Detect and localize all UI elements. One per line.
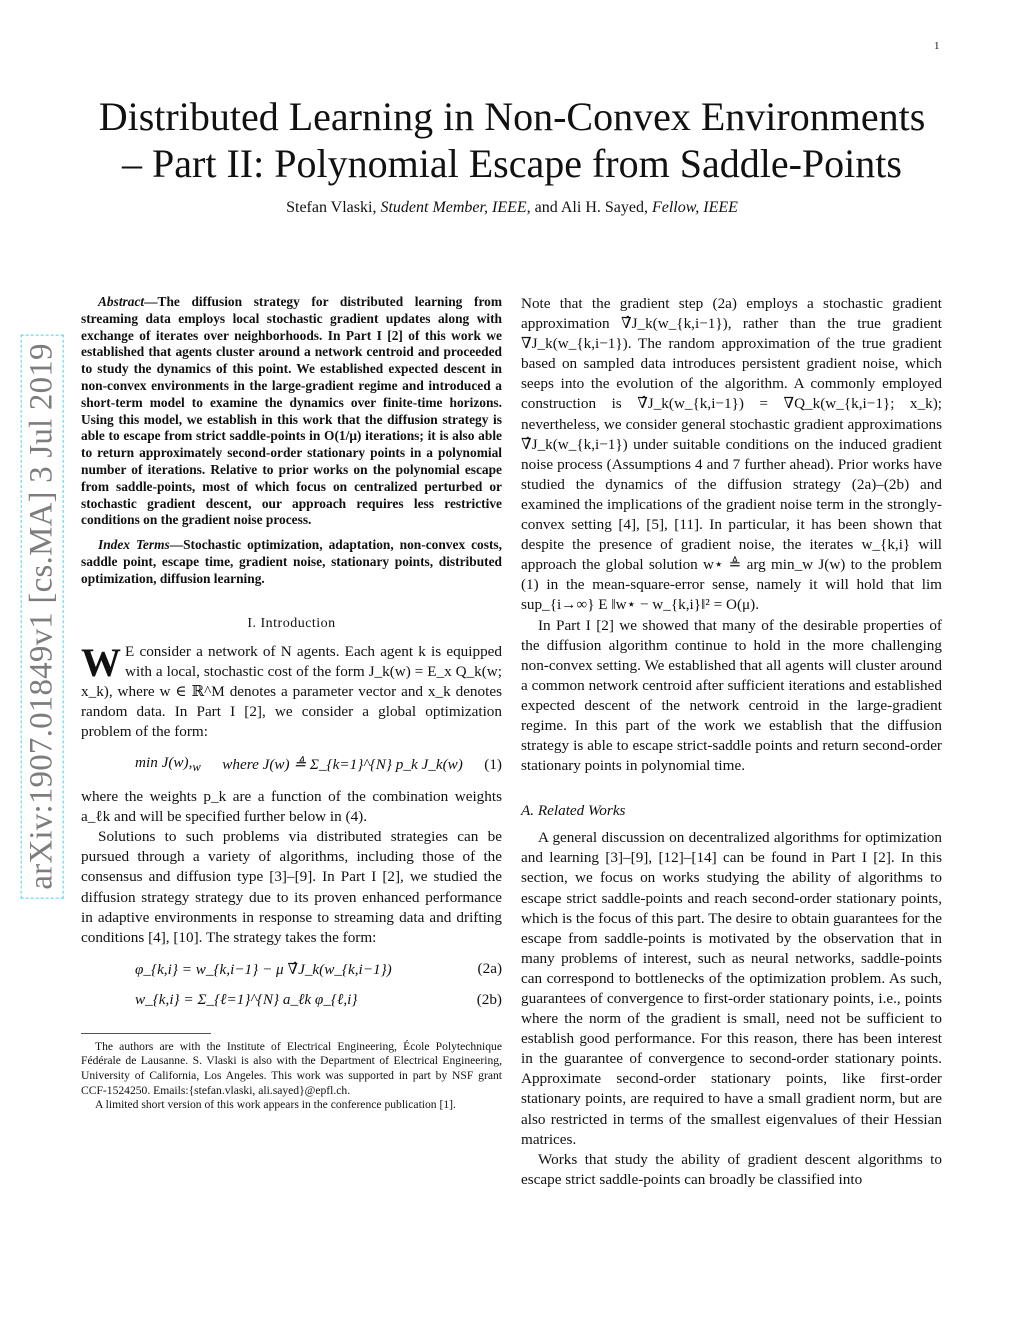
equation-2a — [81, 960, 502, 979]
section-heading-introduction: I. Introduction — [247, 615, 336, 631]
left-column — [81, 294, 502, 1113]
intro-paragraph-2: where the weights p_k are a function of the combination weights a_ℓk and will be specified further below in (4). — [81, 788, 502, 826]
right-paragraph-4: Works that study the ability of gradient descent algorithms to escape strict saddle-points can broadly be classified into — [521, 1150, 942, 1188]
author-1-role: Student Member, IEEE, — [380, 199, 531, 216]
arxiv-stamp-area — [14, 332, 70, 900]
footnote-affiliation: The authors are with the Institute of Electrical Engineering, École Polytechnique Fédérale de Lausanne. S. Vlaski is also with the Department of Electrical Engineering, University of California, Los Angeles. This work was supported in part by NSF grant CCF-1524250. Emails:{stefan.vlaski, ali.sayed}@epfl.ch. — [81, 1039, 502, 1097]
author-2-role: Fellow, IEEE — [651, 199, 738, 216]
intro-paragraph-3: Solutions to such problems via distributed strategies can be pursued through a variety of algorithms, including those of the consensus and diffusion type [3]–[9]. In Part I [2], we studied the diffusion strategy strategy due to its proven enhanced performance in adaptive environments in response to streaming data and drifting conditions [4], [10]. The strategy takes the form: — [81, 828, 502, 946]
title-line-2: – Part II: Polynomial Escape from Saddle-Points — [122, 141, 902, 186]
abstract — [81, 294, 502, 529]
author-2: Ali H. Sayed, — [560, 199, 648, 216]
index-terms — [81, 537, 502, 587]
arxiv-stamp[interactable]: arXiv:1907.01849v1 [cs.MA] 3 Jul 2019 — [21, 334, 64, 898]
page-number: 1 — [934, 40, 940, 52]
title-line-1: Distributed Learning in Non-Convex Environments — [98, 94, 926, 139]
equation-2a-body: φ_{k,i} = w_{k,i−1} − μ ∇̂J_k(w_{k,i−1}) — [135, 960, 392, 978]
right-paragraph-2: In Part I [2] we showed that many of the desirable properties of the diffusion algorithm continue to hold in the more challenging non-convex setting. We established that all agents will cluster around a common network centroid after sufficient iterations and established expected descent of the network centroid in the large-gradient regime. In this part of the work we establish that the diffusion strategy is able to escape strict-saddle points and return second-order stationary points in polynomial time. — [521, 616, 942, 775]
equation-1-mid: where J(w) ≜ Σ_{k=1}^{N} p_k J_k(w) — [222, 756, 463, 774]
equation-2a-label: (2a) — [477, 960, 502, 978]
intro-paragraph-1 — [81, 639, 502, 742]
equation-1 — [81, 754, 502, 775]
equation-1-sub: w — [192, 760, 201, 775]
index-terms-text: —Stochastic optimization, adaptation, non-convex costs, saddle point, escape time, gradient noise, stationary points, distributed optimization, diffusion learning. — [81, 537, 502, 586]
equation-1-label: (1) — [484, 755, 502, 773]
equation-1-left-text: min J(w), — [135, 754, 193, 772]
author-line — [100, 199, 924, 217]
subsection-heading-related-works: A. Related Works — [521, 802, 626, 820]
footnote-short-version: A limited short version of this work appears in the conference publication [1]. — [95, 1098, 456, 1112]
paper-title — [70, 93, 954, 187]
abstract-label: Abstract — [98, 294, 145, 309]
index-terms-label: Index Terms — [98, 537, 170, 553]
equation-2b-body: w_{k,i} = Σ_{ℓ=1}^{N} a_ℓk φ_{ℓ,i} — [135, 990, 358, 1008]
equation-2b — [81, 991, 502, 1009]
intro-paragraph-1-text: E consider a network of N agents. Each agent k is equipped with a local, stochastic cost of the form J_k(w) = E_x Q_k(w; x_k), where w ∈ ℝ^M denotes a parameter vector and x_k denotes random data. In Part I [2], we consider a global optimization problem of the form: — [81, 642, 502, 740]
abstract-text: —The diffusion strategy for distributed learning from streaming data employs local stochastic gradient updates along with exchange of iterates over neighborhoods. In Part I [2] of this work we established that agents cluster around a network centroid and proceeded to study the dynamics of this point. We established expected descent in non-convex environments in the large-gradient regime and introduced a short-term model to examine the dynamics over finite-time horizons. Using this model, we establish in this work that the diffusion strategy is able to escape from strict saddle-points in O(1/μ) iterations; it is also able to return approximately second-order stationary points in a polynomial number of iterations. Relative to prior works on the polynomial escape from saddle-points, most of which focus on centralized perturbed or stochastic gradient descent, our approach requires less restrictive conditions on the gradient noise process. — [81, 294, 502, 528]
right-paragraph-1: Note that the gradient step (2a) employs a stochastic gradient approximation ∇̂J_k(w_{k,i−1}), rather than the true gradient ∇J_k(w_{k,i−1}). The random approximation of the true gradient based on sampled data introduces persistent gradient noise, which seeps into the evolution of the algorithm. A commonly employed construction is ∇̂J_k(w_{k,i−1}) = ∇Q_k(w_{k,i−1}; x_k); nevertheless, we consider general stochastic gradient approximations ∇̂J_k(w_{k,i−1}) under suitable conditions on the induced gradient noise process (Assumptions 4 and 7 further ahead). Prior works have studied the dynamics of the diffusion strategy (2a)–(2b) and examined the implications of the gradient noise term in the strongly-convex setting [4], [5], [11]. In particular, it has been shown that despite the presence of gradient noise, the iterates w_{k,i} will approach the global solution w⋆ ≜ arg min_w J(w) to the problem (1) in the mean-square-error sense, namely it will hold that lim sup_{i→∞} E ‖w⋆ − w_{k,i}‖² = O(μ). — [521, 295, 942, 614]
author-conjunction: and — [534, 199, 558, 216]
footnote-rule — [81, 1033, 211, 1034]
equation-2b-label: (2b) — [476, 990, 502, 1008]
equation-1-left — [135, 754, 201, 775]
right-paragraph-3: A general discussion on decentralized algorithms for optimization and learning [3]–[9], [12]–[14] can be found in Part I [2]. In this section, we focus on works studying the ability of algorithms to escape strict saddle-points and reach second-order stationary points, which is the focus of this part. The desire to obtain guarantees for the escape from saddle-points is motivated by the observation that in many problems of interest, such as neural networks, saddle-points can correspond to bottlenecks of the optimization problem. As such, guarantees of convergence to first-order stationary points, i.e., points where the norm of the gradient is small, need not be sufficient to establish good performance. For this reason, there has been interest in the guarantee of convergence to second-order stationary points. Approximate second-order stationary points, like first-order stationary points, are required to have a small gradient norm, but are also restricted in terms of the smallest eigenvalues of their Hessian matrices. — [521, 829, 942, 1148]
drop-cap: W — [81, 639, 121, 685]
right-column — [521, 294, 942, 1190]
author-1: Stefan Vlaski, — [286, 199, 377, 216]
